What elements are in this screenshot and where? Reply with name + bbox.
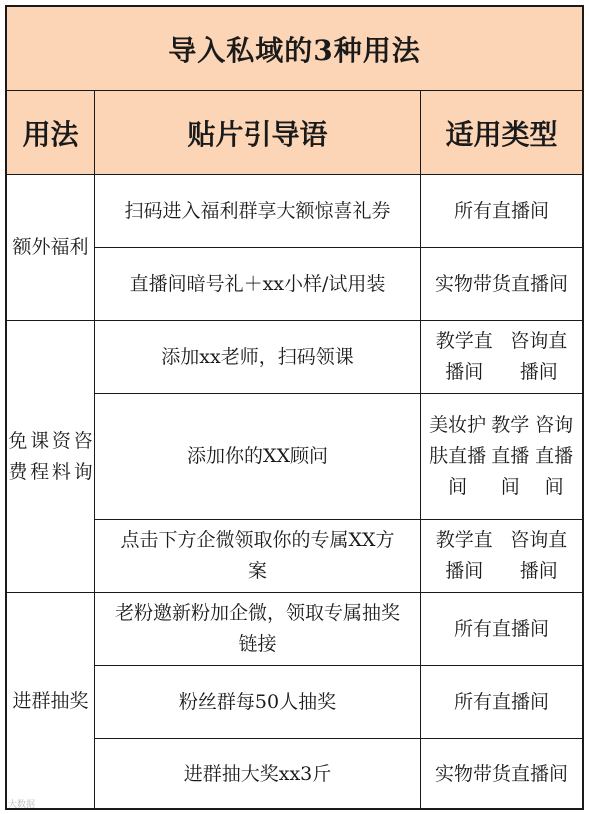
type-cell xyxy=(421,248,582,321)
type-line: 教学直播间 xyxy=(435,330,493,383)
group-label-line: 咨询 xyxy=(73,429,93,483)
group-label-line: 资料 xyxy=(51,429,71,483)
type-cell xyxy=(421,520,582,593)
type-line: 所有直播间 xyxy=(453,617,549,640)
type-line: 教学直播间 xyxy=(491,414,530,498)
group-extra-benefit xyxy=(7,175,95,321)
guide-cell: 老粉邀新粉加企微，领取专属抽奖链接 xyxy=(95,593,421,666)
type-line: 咨询直播间 xyxy=(535,414,574,498)
group-free-course xyxy=(7,321,95,593)
type-line: 实物带货直播间 xyxy=(434,763,568,785)
guide-cell: 进群抽大奖xx3斤 xyxy=(95,739,421,810)
type-line: 所有直播间 xyxy=(453,199,549,222)
guide-cell: 点击下方企微领取你的专属XX方案 xyxy=(95,520,421,593)
type-line: 咨询直播间 xyxy=(510,330,568,383)
header-usage: 用法 xyxy=(7,91,95,175)
group-label-line: 进群 xyxy=(12,690,51,712)
guide-cell: 添加xx老师，扫码领课 xyxy=(95,321,421,394)
guide-cell: 直播间暗号礼＋xx小样/试用装 xyxy=(95,248,421,321)
type-line: 所有直播间 xyxy=(453,690,549,713)
guide-cell: 扫码进入福利群享大额惊喜礼券 xyxy=(95,175,421,248)
group-label-line: 课程 xyxy=(30,429,50,483)
watermark: 大数据 xyxy=(8,800,36,810)
guide-cell: 粉丝群每50人抽奖 xyxy=(95,666,421,739)
type-cell xyxy=(421,321,582,394)
type-cell xyxy=(421,394,582,520)
group-join-lottery xyxy=(7,593,95,810)
type-line: 美妆护肤直播间 xyxy=(429,414,487,498)
group-label-line: 福利 xyxy=(50,236,89,258)
group-label-line: 抽奖 xyxy=(50,690,89,712)
guide-cell: 添加你的XX顾问 xyxy=(95,394,421,520)
type-cell xyxy=(421,593,582,666)
header-type: 适用类型 xyxy=(421,91,582,175)
type-line: 实物带货直播间 xyxy=(434,272,568,295)
table-title: 导入私域的3种用法 xyxy=(7,7,582,91)
usage-table xyxy=(5,5,584,810)
type-line: 咨询直播间 xyxy=(510,529,568,582)
group-label-line: 额外 xyxy=(12,236,51,258)
group-label-line: 免费 xyxy=(8,429,28,483)
type-cell xyxy=(421,175,582,248)
header-guide: 贴片引导语 xyxy=(95,91,421,175)
type-cell xyxy=(421,666,582,739)
type-cell xyxy=(421,739,582,810)
type-line: 教学直播间 xyxy=(435,529,493,582)
